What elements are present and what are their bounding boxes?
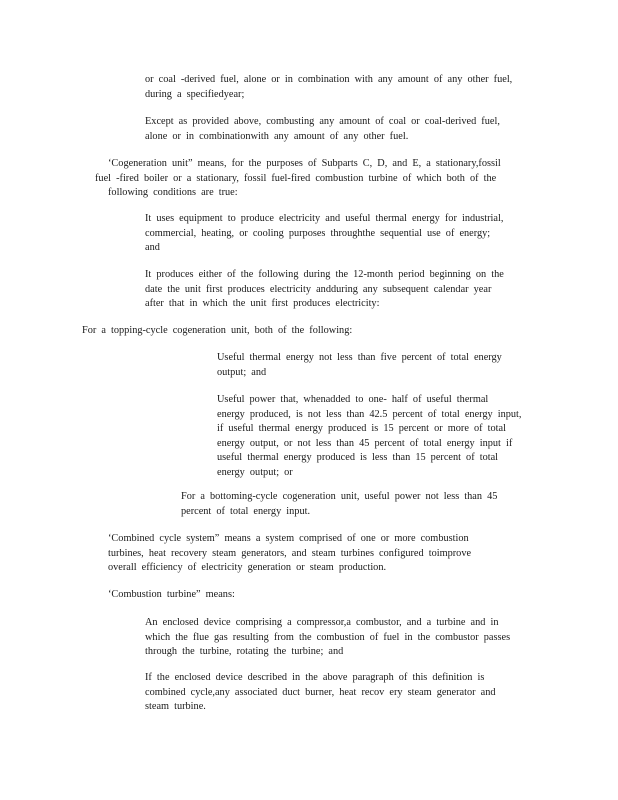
text-line: For a topping-cycle cogeneration unit, both of the following: <box>82 325 353 336</box>
text-line: fuel -fired boiler or a stationary, fossil fuel-fired combustion turbine of which both of the <box>95 172 497 184</box>
paragraph-fuel-combination <box>145 73 512 102</box>
text-line: and <box>145 242 160 254</box>
text-line: or coal -derived fuel, alone or in combination with any amount of any other fuel, <box>145 74 513 85</box>
paragraph-combustion-turbine <box>108 588 235 603</box>
paragraph-produces-either <box>145 268 504 312</box>
text-line: It produces either of the following during the 12-month period beginning on the <box>145 269 504 280</box>
text-line: An enclosed device comprising a compressor,a combustor, and a turbine and in <box>145 617 499 628</box>
text-line: Except as provided above, combusting any amount of coal or coal-derived fuel, <box>145 116 500 127</box>
text-line: combined cycle,any associated duct burner, heat recov ery steam generator and <box>145 686 496 698</box>
text-line: Useful thermal energy not less than five percent of total energy <box>217 352 502 363</box>
text-line: following conditions are true: <box>108 187 238 199</box>
text-line: ‘Cogeneration unit” means, for the purposes of Subparts C, D, and E, a stationary,fossil <box>108 158 501 169</box>
text-line: through the turbine, rotating the turbine; and <box>145 646 344 658</box>
text-line: alone or in combinationwith any amount of any other fuel. <box>145 130 409 142</box>
text-line: Useful power that, whenadded to one- half of useful thermal <box>217 394 489 405</box>
paragraph-useful-power <box>217 393 522 481</box>
text-line: during a specifiedyear; <box>145 88 245 100</box>
text-line: turbines, heat recovery steam generators, and steam turbines configured toimprove <box>108 547 472 559</box>
text-line: which the flue gas resulting from the combustion of fuel in the combustor passes <box>145 631 511 643</box>
paragraph-topping-cycle <box>82 324 352 339</box>
text-line: For a bottoming-cycle cogeneration unit, useful power not less than 45 <box>181 491 498 502</box>
text-line: if useful thermal energy produced is 15 percent or more of total <box>217 423 506 435</box>
text-line: useful thermal energy produced is less than 15 percent of total <box>217 452 499 464</box>
text-line: ‘Combined cycle system” means a system comprised of one or more combustion <box>108 533 469 544</box>
text-line: energy output; or <box>217 466 293 478</box>
text-line: steam turbine. <box>145 701 206 713</box>
text-line: overall efficiency of electricity generation or steam production. <box>108 562 387 574</box>
paragraph-bottoming-cycle <box>181 490 497 519</box>
text-line: If the enclosed device described in the above paragraph of this definition is <box>145 672 485 683</box>
paragraph-cogeneration-unit-definition <box>95 157 501 201</box>
paragraph-useful-thermal-energy <box>217 351 502 380</box>
text-line: ‘Combustion turbine” means: <box>108 589 235 600</box>
text-line: output; and <box>217 366 267 378</box>
paragraph-enclosed-device <box>145 616 510 660</box>
text-line: It uses equipment to produce electricity and useful thermal energy for industrial, <box>145 213 504 224</box>
text-line: energy output, or not less than 45 percent of total energy input if <box>217 437 513 449</box>
paragraph-combined-cycle-system <box>108 532 471 576</box>
text-line: date the unit first produces electricity andduring any subsequent calendar year <box>145 283 492 295</box>
paragraph-if-enclosed-device <box>145 671 496 715</box>
paragraph-except-provided <box>145 115 500 144</box>
text-line: after that in which the unit first produces electricity: <box>145 298 380 310</box>
text-line: percent of total energy input. <box>181 505 311 517</box>
text-line: energy produced, is not less than 42.5 percent of total energy input, <box>217 408 522 420</box>
text-line: commercial, heating, or cooling purposes throughthe sequential use of energy; <box>145 227 491 239</box>
paragraph-uses-equipment <box>145 212 503 256</box>
